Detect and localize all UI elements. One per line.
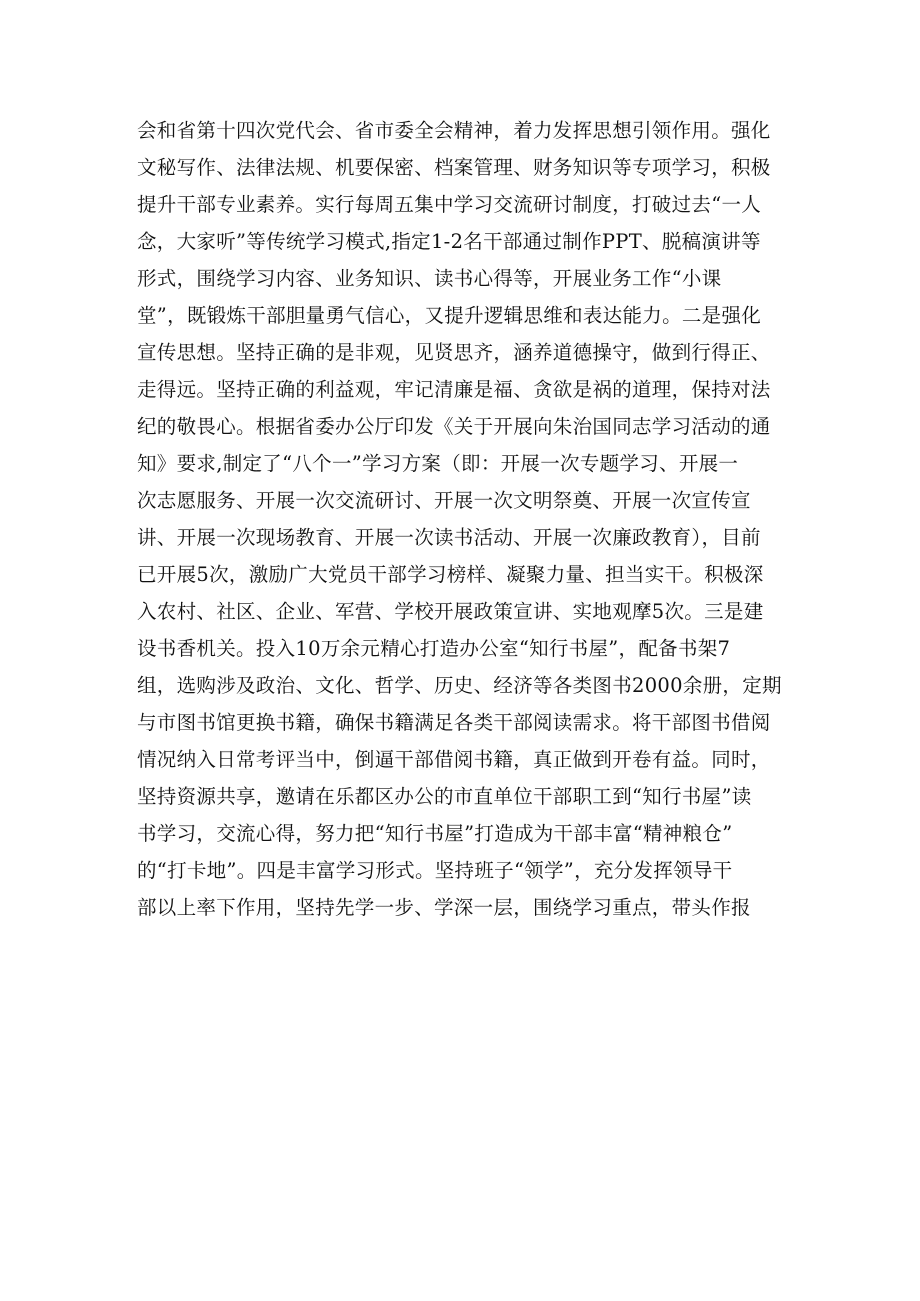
text-line: 坚持资源共享，邀请在乐都区办公的市直单位干部职工到“知行书屋”读 (137, 785, 752, 808)
text-line: 宣传思想。坚持正确的是非观，见贤思齐，涵养道德操守，做到行得正、 (137, 341, 771, 364)
text-line: 设书香机关。投入10万余元精心打造办公室“知行书屋”，配备书架7 (137, 637, 731, 660)
text-line: 形式，围绕学习内容、业务知识、读书心得等，开展业务工作“小课 (137, 267, 722, 290)
text-line: 部以上率下作用，坚持先学一步、学深一层，围绕学习重点，带头作报 (137, 896, 751, 919)
text-line: 与市图书馆更换书籍，确保书籍满足各类干部阅读需求。将干部图书借阅 (137, 711, 771, 734)
text-line: 的“打卡地”。四是丰富学习形式。坚持班子“领学”，充分发挥领导干 (137, 859, 733, 882)
document-body-text (137, 112, 797, 926)
text-line: 知》要求,制定了“八个一”学习方案（即：开展一次专题学习、开展一 (137, 452, 739, 475)
text-line: 入农村、社区、企业、军营、学校开展政策宣讲、实地观摩5次。三是建 (137, 600, 764, 623)
text-line: 讲、开展一次现场教育、开展一次读书活动、开展一次廉政教育），目前 (137, 526, 761, 549)
text-line: 组，选购涉及政治、文化、哲学、历史、经济等各类图书2000余册，定期 (137, 674, 782, 697)
text-line: 情况纳入日常考评当中，倒逼干部借阅书籍，真正做到开卷有益。同时， (137, 748, 771, 771)
text-line: 纪的敬畏心。根据省委办公厅印发《关于开展向朱治国同志学习活动的通 (137, 415, 771, 438)
text-line: 念，大家听”等传统学习模式,指定1-2名干部通过制作PPT、脱稿演讲等 (137, 230, 761, 253)
text-line: 提升干部专业素养。实行每周五集中学习交流研讨制度，打破过去“一人 (137, 193, 762, 216)
text-line: 书学习，交流心得，努力把“知行书屋”打造成为干部丰富“精神粮仓” (137, 822, 733, 845)
text-line: 走得远。坚持正确的利益观，牢记清廉是福、贪欲是祸的道理，保持对法 (137, 378, 771, 401)
text-line: 堂”，既锻炼干部胆量勇气信心，又提升逻辑思维和表达能力。二是强化 (137, 304, 762, 327)
text-line: 会和省第十四次党代会、省市委全会精神，着力发挥思想引领作用。强化 (137, 119, 771, 142)
text-line: 次志愿服务、开展一次交流研讨、开展一次文明祭奠、开展一次宣传宣 (137, 489, 751, 512)
text-line: 文秘写作、法律法规、机要保密、档案管理、财务知识等专项学习，积极 (137, 156, 771, 179)
text-line: 已开展5次，激励广大党员干部学习榜样、凝聚力量、担当实干。积极深 (137, 563, 764, 586)
